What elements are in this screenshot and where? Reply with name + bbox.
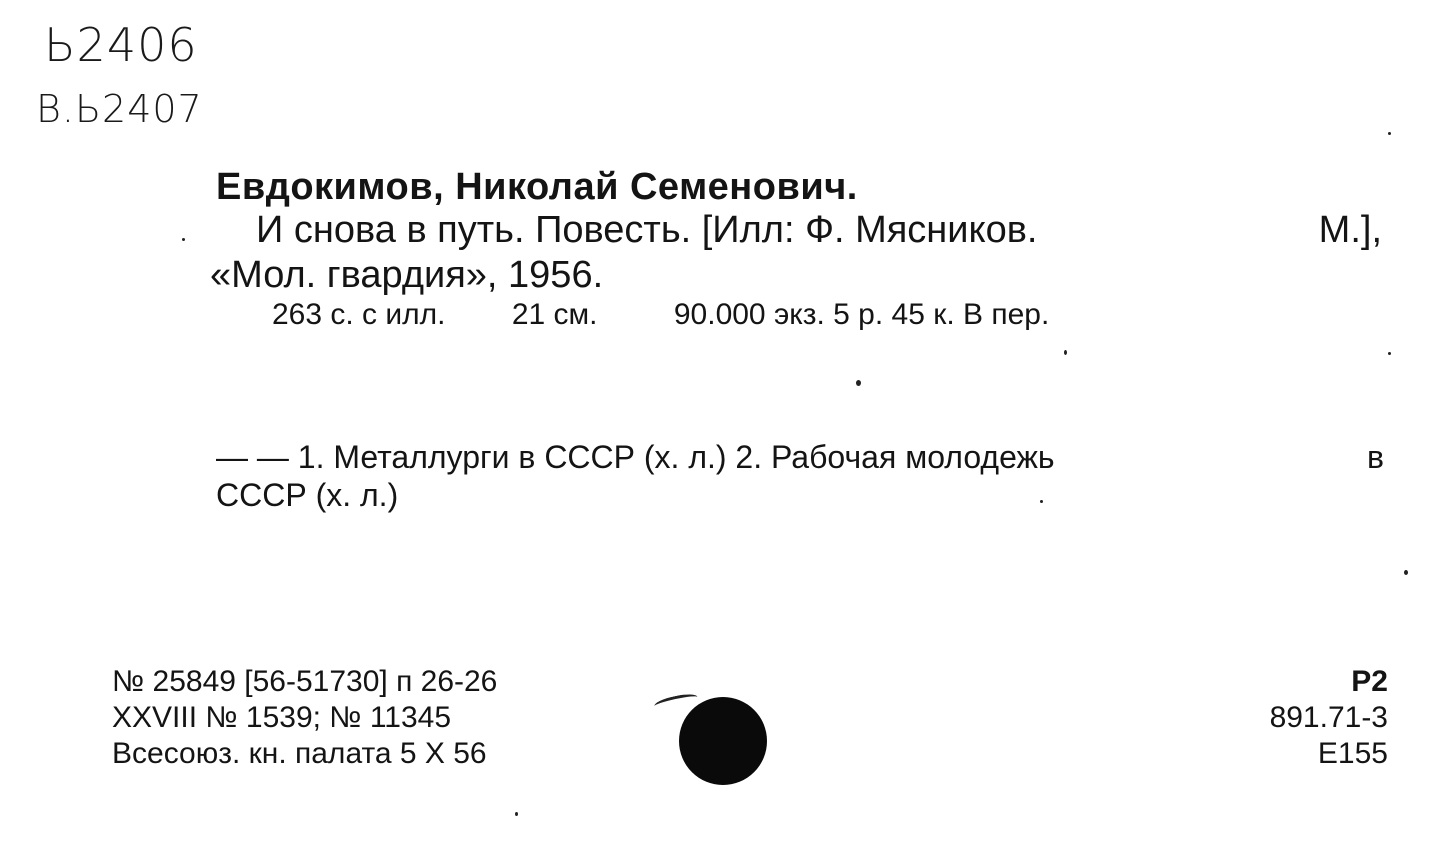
scan-speck [1064, 350, 1067, 355]
subject-text-end: в [1367, 439, 1384, 475]
publisher-line: «Мол. гвардия», 1956. [210, 254, 604, 296]
chamber-imprint: Всесоюз. кн. палата 5 X 56 [112, 737, 487, 770]
author-mark: Е155 [1317, 737, 1388, 770]
subject-text: — — 1. Металлурги в СССР (х. л.) 2. Рабочая молодежь [216, 439, 1055, 475]
scan-speck [1388, 132, 1391, 135]
subject-line-1 [216, 438, 1384, 476]
scan-speck [1040, 500, 1043, 503]
handwritten-inventory-number: Ь2406 [44, 18, 198, 72]
title-statement [256, 211, 1382, 249]
scan-speck [515, 812, 518, 816]
handwritten-inventory-number-2: В.Ь2407 [36, 87, 203, 131]
punch-hole [679, 697, 767, 785]
chronicle-number: XXVIII № 1539; № 11345 [112, 701, 452, 734]
class-code: Р2 [1351, 665, 1388, 698]
scan-speck [1388, 352, 1391, 355]
title-place: М.], [1318, 209, 1382, 251]
registration-number: № 25849 [56-51730] п 26-26 [112, 665, 498, 698]
subject-headings [216, 438, 1384, 514]
page-count: 263 с. с илл. [272, 298, 446, 331]
udc-code: 891.71-3 [1269, 701, 1388, 734]
classification-block [1270, 664, 1388, 772]
title-text: И снова в путь. Повесть. [Илл: Ф. Мясников. [256, 209, 1038, 251]
author-heading: Евдокимов, Николай Семенович. [216, 166, 858, 208]
subject-line-2: СССР (х. л.) [216, 477, 399, 513]
book-size: 21 см. [511, 298, 598, 331]
physical-description [272, 300, 1049, 330]
scan-speck [856, 380, 861, 386]
scan-speck [182, 238, 185, 241]
registration-block [112, 664, 497, 772]
scan-speck [1404, 570, 1408, 575]
print-run-price: 90.000 экз. 5 р. 45 к. В пер. [673, 298, 1050, 331]
